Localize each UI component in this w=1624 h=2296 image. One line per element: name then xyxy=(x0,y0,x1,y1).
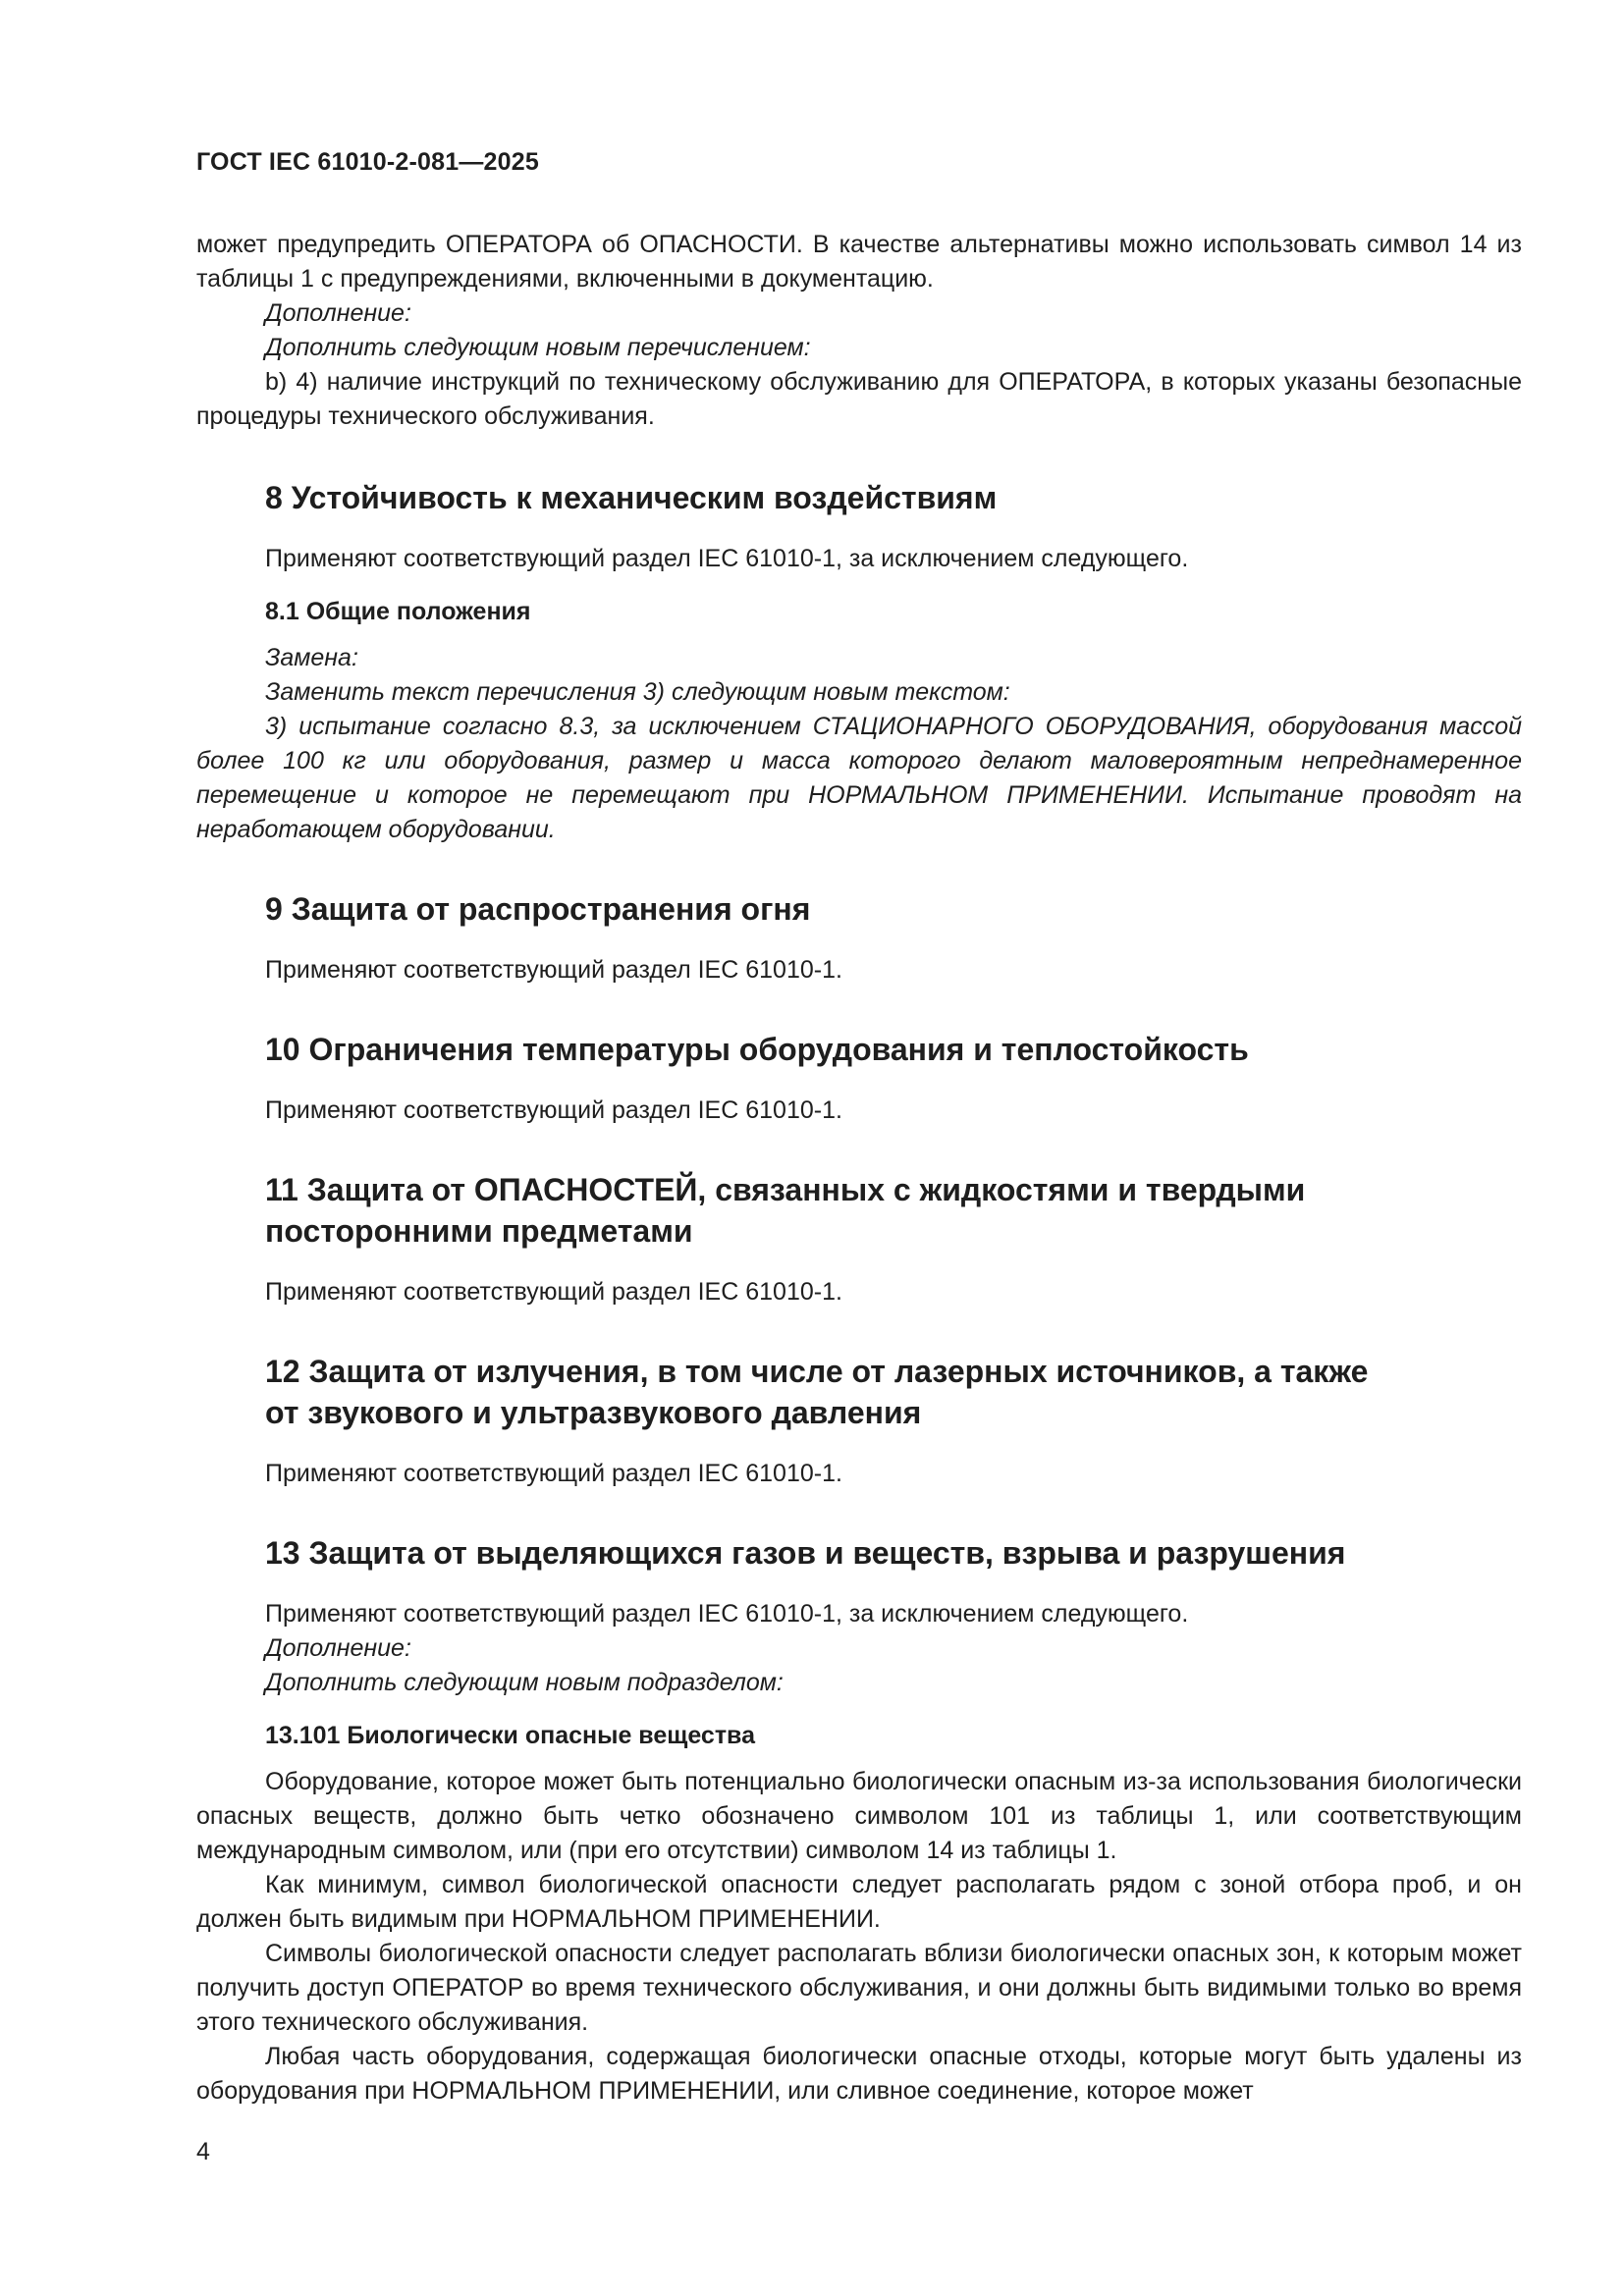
section-8-title: 8 Устойчивость к механическим воздействиям xyxy=(265,480,998,515)
section-13-apply-text: Применяют соответствующий раздел IEC 61010-1, за исключением следующего. xyxy=(265,1600,1189,1628)
list-item-b4: b) 4) наличие инструкций по техническому обслуживанию для ОПЕРАТОРА, в которых указаны безопасные процедуры технического обслуживания. xyxy=(196,368,1522,430)
addition-label: Дополнение: xyxy=(265,299,411,327)
section-12-title-line2: от звукового и ультразвукового давления xyxy=(265,1395,922,1430)
section-13-101-paragraph-1: Оборудование, которое может быть потенциально биологически опасным из-за использования биологически опасных веществ, должно быть четко обозначено символом 101 из таблицы 1, или соответствующим международным символом, или (при его отсутствии) символом 14 из таблицы 1. xyxy=(196,1768,1522,1864)
section-11-apply-text: Применяют соответствующий раздел IEC 61010-1. xyxy=(265,1278,842,1306)
section-13-addition-instruction: Дополнить следующим новым подразделом: xyxy=(265,1669,784,1696)
intro-paragraph: может предупредить ОПЕРАТОРА об ОПАСНОСТИ. В качестве альтернативы можно использовать символ 14 из таблицы 1 с предупреждениями, включенными в документацию. xyxy=(196,231,1522,293)
section-13-title: 13 Защита от выделяющихся газов и веществ, взрыва и разрушения xyxy=(265,1535,1346,1571)
replace-instruction: Заменить текст перечисления 3) следующим новым текстом: xyxy=(265,678,1010,706)
replace-label: Замена: xyxy=(265,644,358,671)
section-10-apply-text: Применяют соответствующий раздел IEC 61010-1. xyxy=(265,1096,842,1124)
section-12-title-line1: 12 Защита от излучения, в том числе от лазерных источников, а также xyxy=(265,1354,1369,1389)
addition-instruction: Дополнить следующим новым перечислением: xyxy=(265,334,811,361)
section-9-apply-text: Применяют соответствующий раздел IEC 61010-1. xyxy=(265,956,842,984)
section-13-101-paragraph-3: Символы биологической опасности следует располагать вблизи биологически опасных зон, к которым может получить доступ ОПЕРАТОР во время технического обслуживания, и они должны быть видимыми только во время этого технического обслуживания. xyxy=(196,1940,1522,2036)
section-9-title: 9 Защита от распространения огня xyxy=(265,891,811,927)
section-13-addition-label: Дополнение: xyxy=(265,1634,411,1662)
section-8-apply-text: Применяют соответствующий раздел IEC 61010-1, за исключением следующего. xyxy=(265,545,1189,572)
section-13-101-paragraph-4: Любая часть оборудования, содержащая биологически опасные отходы, которые могут быть удалены из оборудования при НОРМАЛЬНОМ ПРИМЕНЕНИИ, или сливное соединение, которое может xyxy=(196,2043,1522,2105)
page-number: 4 xyxy=(196,2138,210,2165)
subsection-8-1-title: 8.1 Общие положения xyxy=(265,598,531,625)
document-code-header: ГОСТ IEC 61010-2-081—2025 xyxy=(196,148,539,176)
section-11-title-line2: посторонними предметами xyxy=(265,1213,693,1249)
section-10-title: 10 Ограничения температуры оборудования и теплостойкость xyxy=(265,1032,1249,1067)
list-item-3: 3) испытание согласно 8.3, за исключением СТАЦИОНАРНОГО ОБОРУДОВАНИЯ, оборудования массой более 100 кг или оборудования, размер и масса которого делают маловероятным непреднамеренное перемещение и которое не перемещают при НОРМАЛЬНОМ ПРИМЕНЕНИИ. Испытание проводят на неработающем оборудовании. xyxy=(196,713,1522,843)
section-11-title xyxy=(265,1169,1522,1252)
section-13-101-paragraph-2: Как минимум, символ биологической опасности следует располагать рядом с зоной отбора проб, и он должен быть видимым при НОРМАЛЬНОМ ПРИМЕНЕНИИ. xyxy=(196,1871,1522,1933)
section-11-title-line1: 11 Защита от ОПАСНОСТЕЙ, связанных с жидкостями и твердыми xyxy=(265,1172,1306,1207)
document-page xyxy=(196,147,1522,2109)
section-12-apply-text: Применяют соответствующий раздел IEC 61010-1. xyxy=(265,1460,842,1487)
section-12-title xyxy=(265,1351,1522,1433)
subsection-13-101-title: 13.101 Биологически опасные вещества xyxy=(265,1722,755,1749)
